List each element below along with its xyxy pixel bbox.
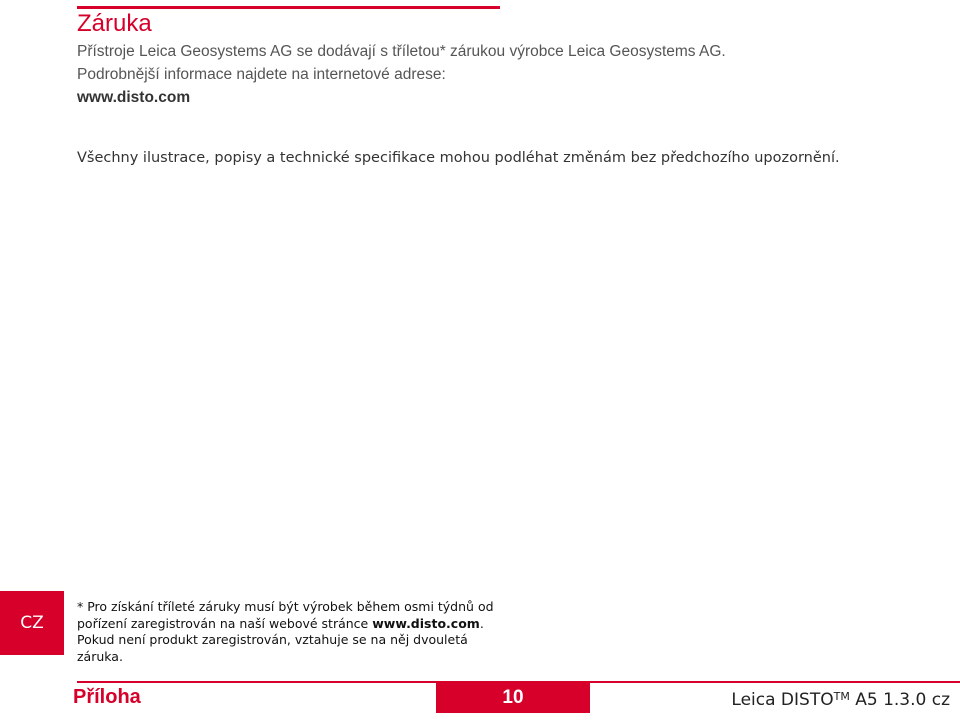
warranty-paragraph <box>77 40 726 109</box>
page-number: 10 <box>436 683 590 713</box>
warranty-text: Přístroje Leica Geosystems AG se dodávají s tříletou* zárukou výrobce Leica Geosystems AG. <box>77 43 726 60</box>
footer-product-label <box>731 686 950 711</box>
footnote-link[interactable]: www.disto.com <box>372 615 480 631</box>
product-version: A5 1.3.0 cz <box>849 690 950 710</box>
website-link[interactable]: www.disto.com <box>77 89 191 106</box>
language-badge: CZ <box>0 591 64 655</box>
disclaimer-paragraph: Všechny ilustrace, popisy a technické specifikace mohou podléhat změnám bez předchozího upozornění. <box>77 150 840 166</box>
footnote <box>77 599 507 665</box>
product-name: Leica DISTO <box>731 690 834 710</box>
footer-section-title: Příloha <box>73 686 141 708</box>
footnote-text-end: . Pokud není produkt zaregistrován, vztahuje se na něj dvouletá záruka. <box>77 615 484 664</box>
trademark-mark: TM <box>833 690 850 703</box>
footnote-text: * Pro získání tříleté záruky musí být výrobek během osmi týdnů od pořízení zaregistrován na naší webové stránce <box>77 599 494 631</box>
info-text: Podrobnější informace najdete na internetové adrese: <box>77 66 446 83</box>
section-title: Záruka <box>77 10 152 37</box>
